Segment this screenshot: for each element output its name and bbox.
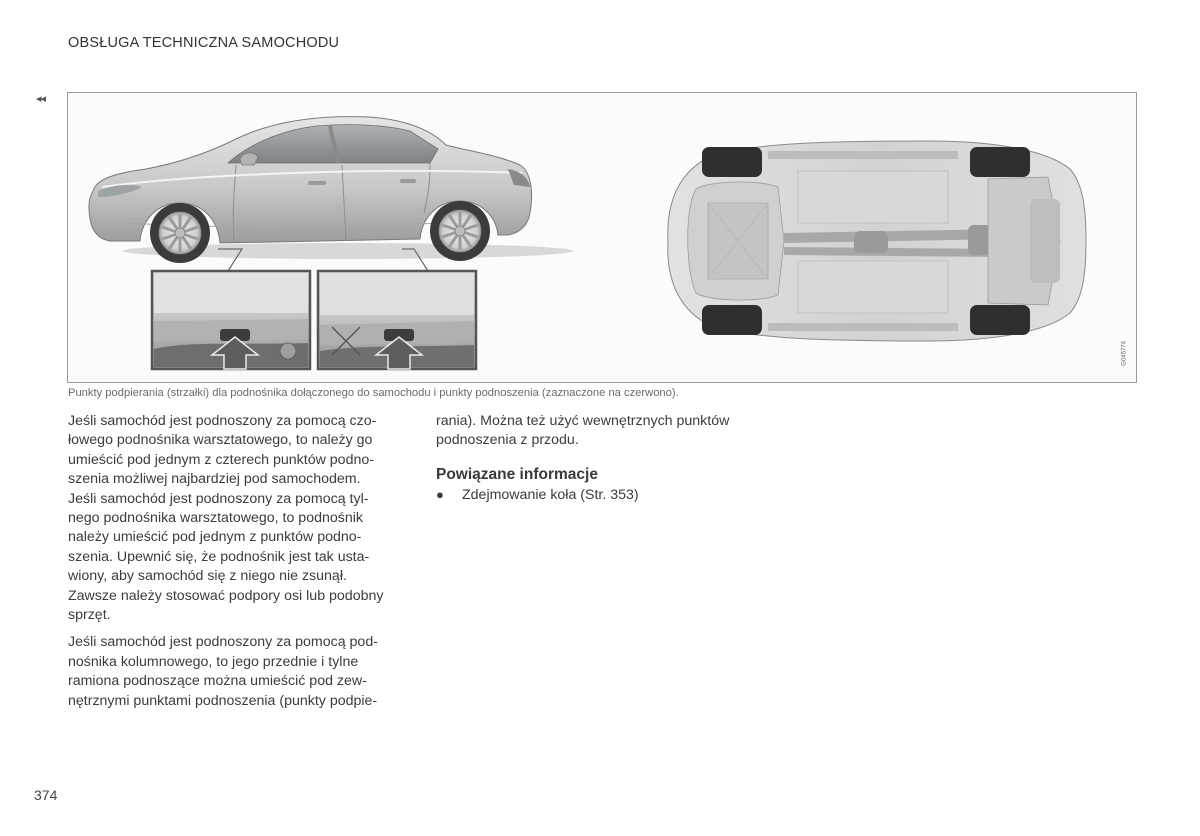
figure-illustration	[68, 93, 1136, 382]
section-title: OBSŁUGA TECHNICZNA SAMOCHODU	[68, 35, 340, 51]
text-line: wiony, aby samochód się z niego nie zsunął.	[68, 568, 347, 585]
text-line: nętrznymi punktami podnoszenia (punkty podpie-	[68, 692, 378, 709]
text-line: Jeśli samochód jest podnoszony za pomocą tyl-	[68, 490, 369, 507]
text-line: szenia możliwej najbardziej pod samochodem.	[68, 471, 361, 488]
jack-point-detail-rear	[318, 271, 476, 369]
sedan-underbody-view	[668, 141, 1086, 341]
continuation-marker: ◂◂	[36, 93, 46, 105]
text-line: łowego podnośnika warsztatowego, to należy go	[68, 432, 373, 449]
text-line: Jeśli samochód jest podnoszony za pomocą czo-	[68, 413, 377, 429]
text-line: Jeśli samochód jest podnoszony za pomocą pod-	[68, 634, 378, 651]
text-line: nośnika kolumnowego, to jego przednie i tylne	[68, 653, 359, 670]
figure-code: G045774	[1122, 341, 1128, 366]
related-info-list	[436, 485, 796, 505]
text-line: należy umieścić pod jednym z punktów podno-	[68, 529, 362, 546]
text-line: Zawsze należy stosować podpory osi lub podobny	[68, 587, 384, 604]
paragraph-2	[68, 633, 418, 711]
paragraph-continuation	[436, 412, 796, 451]
right-column	[436, 412, 796, 505]
related-link-item[interactable]	[436, 485, 796, 505]
page-number: 374	[34, 787, 58, 803]
paragraph-1	[68, 412, 418, 625]
text-line: nego podnośnika warsztatowego, to podnośnik	[68, 510, 363, 527]
related-link-text[interactable]: Zdejmowanie koła (Str. 353)	[462, 486, 639, 503]
text-line: ramiona podnoszące można umieścić pod zew-	[68, 673, 367, 690]
left-column	[68, 412, 418, 719]
text-line: podnoszenia z przodu.	[436, 432, 579, 449]
bullet-icon: ●	[436, 486, 444, 502]
text-line: szenia. Upewnić się, że podnośnik jest tak usta-	[68, 548, 370, 565]
sedan-side-view	[89, 117, 573, 263]
text-line: sprzęt.	[68, 607, 111, 624]
lifting-points-figure	[67, 92, 1137, 383]
text-line: umieścić pod jednym z czterech punktów podno-	[68, 451, 374, 468]
related-info-heading: Powiązane informacje	[436, 465, 598, 483]
figure-caption: Punkty podpierania (strzałki) dla podnośnika dołączonego do samochodu i punkty podnoszenia (zaznaczone na czerwono).	[68, 387, 679, 399]
jack-point-detail-front	[152, 271, 310, 369]
text-line: rania). Można też użyć wewnętrznych punktów	[436, 413, 730, 429]
